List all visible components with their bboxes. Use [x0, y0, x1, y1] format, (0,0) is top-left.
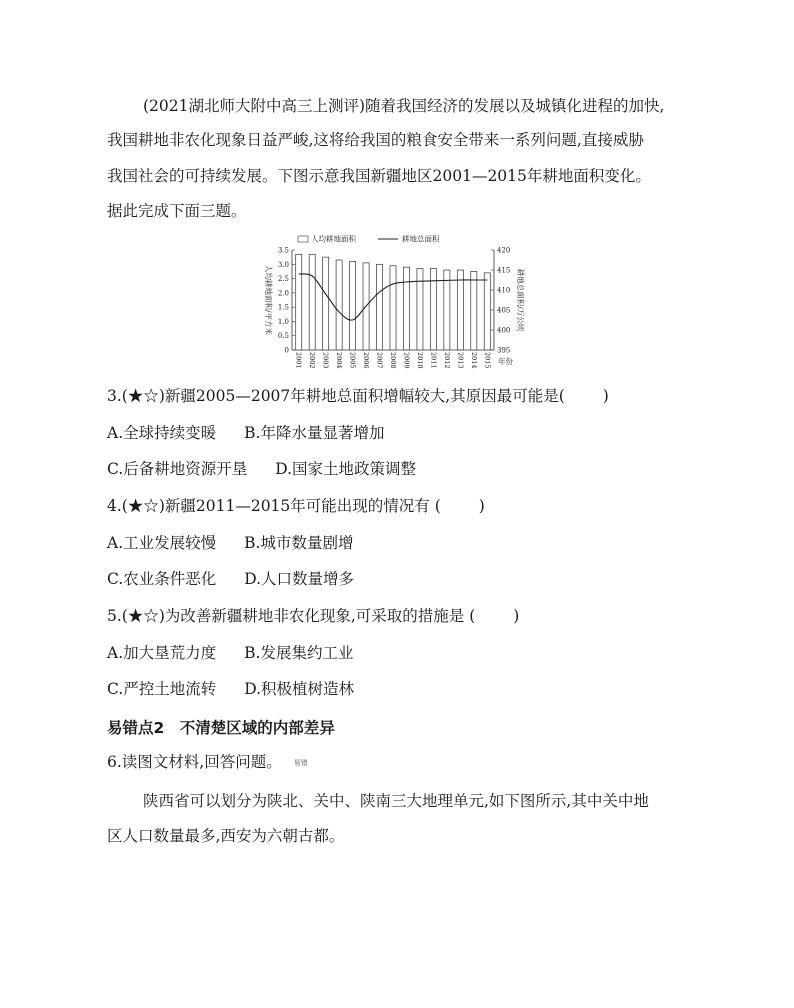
- question-4-stem: 4.(★☆)新疆2011—2015年可能出现的情况有 (: [107, 497, 441, 515]
- left-tick-label: 0: [284, 346, 289, 355]
- intro-line-2: 我国耕地非农化现象日益严峻,这将给我国的粮食安全带来一系列问题,直接威胁: [107, 131, 644, 149]
- x-axis-label: 年份: [498, 357, 513, 366]
- x-tick-label: 2001: [294, 352, 303, 369]
- question-3: [107, 386, 609, 406]
- legend-bar-swatch: [298, 236, 308, 242]
- x-tick-label: 2008: [389, 352, 397, 369]
- option-3d: D.国家土地政策调整: [275, 460, 417, 478]
- option-4a: A.工业发展较慢: [107, 534, 217, 552]
- question-6-tag: 易错: [293, 759, 308, 767]
- question-4: [107, 496, 485, 516]
- question-6: [107, 752, 308, 773]
- right-tick-label: 420: [497, 246, 511, 255]
- x-tick-label: 2014: [469, 352, 478, 369]
- question-5-close: ): [513, 607, 520, 625]
- bar: [323, 257, 329, 350]
- right-axis-title: 耕地总面积/万公顷: [516, 268, 525, 332]
- x-tick-label: 2009: [402, 352, 411, 369]
- intro-line-3: 我国社会的可持续发展。下图示意我国新疆地区2001—2015年耕地面积变化。: [107, 167, 651, 185]
- question-3-options-row-1: [107, 423, 384, 443]
- question-6-stem: 6.读图文材料,回答问题。: [107, 753, 282, 771]
- legend-line-label: 耕地总面积: [402, 234, 440, 244]
- option-5b: B.发展集约工业: [244, 644, 354, 662]
- right-tick-label: 410: [497, 286, 511, 295]
- x-tick-label: 2003: [321, 352, 330, 369]
- question-4-options-row-2: [107, 569, 354, 589]
- section-heading: 易错点2 不清楚区域的内部差异: [107, 719, 335, 737]
- bar: [403, 267, 409, 350]
- bar: [471, 271, 477, 350]
- bar: [484, 273, 490, 350]
- question-5-stem: 5.(★☆)为改善新疆耕地非农化现象,可采取的措施是 (: [107, 607, 476, 625]
- legend-bar-label: 人均耕地面积: [311, 234, 356, 244]
- option-3c: C.后备耕地资源开垦: [107, 460, 248, 478]
- option-4c: C.农业条件恶化: [107, 570, 217, 588]
- bar: [296, 254, 302, 350]
- bar: [390, 266, 396, 350]
- x-tick-label: 2002: [308, 352, 317, 369]
- x-tick-label: 2005: [348, 352, 357, 369]
- question-5: [107, 606, 519, 626]
- left-tick-label: 3.0: [277, 260, 289, 269]
- bar: [444, 270, 450, 350]
- x-tick-label: 2013: [456, 352, 465, 369]
- question-3-options-row-2: [107, 459, 416, 479]
- question-4-close: ): [478, 497, 485, 515]
- left-tick-label: 3.5: [277, 246, 289, 255]
- x-tick-label: 2015: [483, 352, 492, 369]
- farmland-area-chart: [258, 228, 558, 378]
- question-5-options-row-2: [107, 679, 354, 699]
- x-tick-label: 2004: [335, 352, 344, 369]
- x-tick-label: 2007: [375, 352, 384, 369]
- bar: [309, 254, 315, 350]
- right-tick-label: 405: [497, 306, 511, 315]
- x-tick-label: 2006: [362, 352, 371, 369]
- option-5c: C.严控土地流转: [107, 680, 217, 698]
- question-3-stem: 3.(★☆)新疆2005—2007年耕地总面积增幅较大,其原因最可能是(: [107, 387, 565, 405]
- left-tick-label: 0.5: [277, 332, 289, 341]
- question-5-options-row-1: [107, 643, 353, 663]
- option-4b: B.城市数量剧增: [244, 534, 354, 552]
- left-tick-label: 2.0: [277, 289, 289, 298]
- option-4d: D.人口数量增多: [244, 570, 355, 588]
- intro-line-4: 据此完成下面三题。: [107, 202, 247, 220]
- bar: [377, 264, 383, 350]
- bar: [336, 260, 342, 350]
- left-axis-title: 人均耕地面积/平方米: [264, 264, 273, 336]
- bar: [350, 261, 356, 350]
- right-tick-label: 415: [497, 266, 511, 275]
- left-tick-label: 1.0: [277, 317, 289, 326]
- q6-paragraph-line-1: 陕西省可以划分为陕北、关中、陕南三大地理单元,如下图所示,其中关中地: [143, 792, 649, 810]
- question-3-close: ): [602, 387, 609, 405]
- x-tick-label: 2010: [415, 352, 424, 369]
- bar: [457, 270, 463, 350]
- question-4-options-row-1: [107, 533, 353, 553]
- x-tick-label: 2012: [442, 352, 451, 369]
- left-tick-label: 1.5: [277, 303, 289, 312]
- option-5a: A.加大垦荒力度: [107, 644, 217, 662]
- right-tick-label: 395: [497, 346, 511, 355]
- intro-line-1: (2021湖北师大附中高三上测评)随着我国经济的发展以及城镇化进程的加快,: [143, 97, 665, 115]
- option-3a: A.全球持续变暖: [107, 424, 217, 442]
- option-3b: B.年降水量显著增加: [244, 424, 385, 442]
- option-5d: D.积极植树造林: [244, 680, 355, 698]
- right-tick-label: 400: [497, 326, 511, 335]
- left-tick-label: 2.5: [277, 275, 289, 284]
- q6-paragraph-line-2: 区人口数量最多,西安为六朝古都。: [107, 827, 345, 845]
- x-tick-label: 2011: [429, 352, 438, 369]
